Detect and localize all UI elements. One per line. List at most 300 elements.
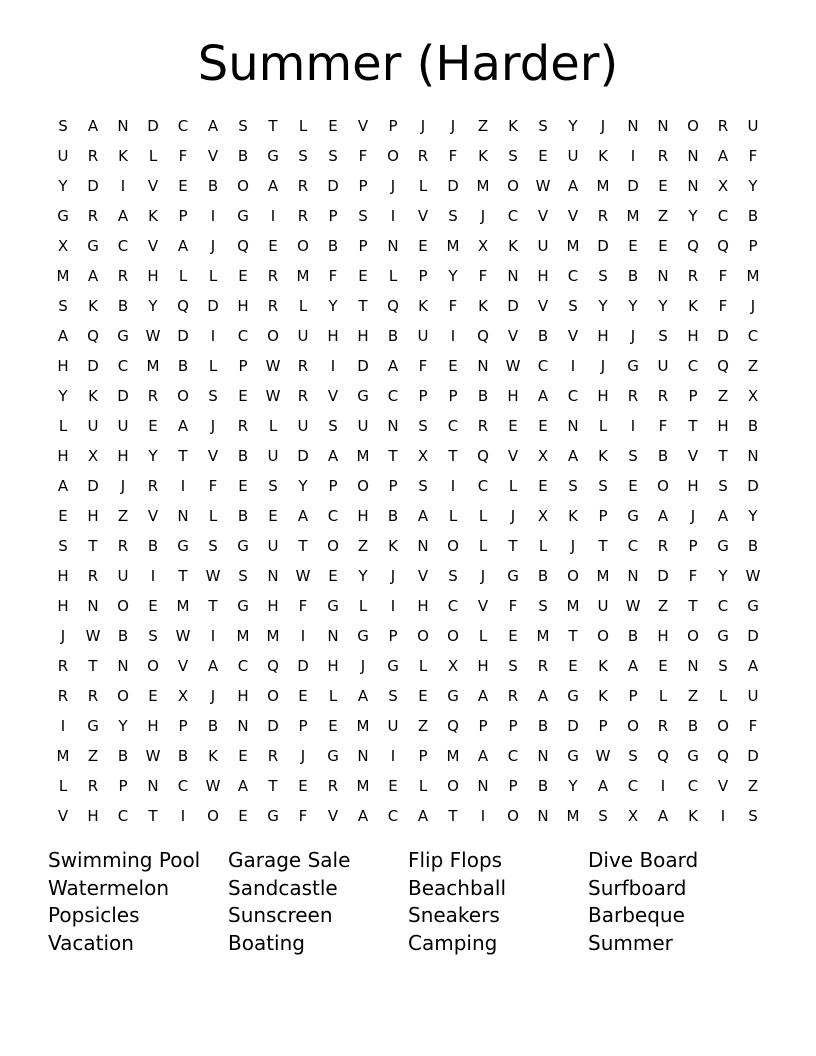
grid-letter: J <box>120 477 126 495</box>
grid-letter: E <box>658 177 668 195</box>
grid-letter: B <box>327 237 339 255</box>
grid-letter: D <box>567 717 579 735</box>
grid-letter: F <box>448 147 458 165</box>
grid-letter: N <box>477 777 489 795</box>
grid-letter: T <box>448 807 458 825</box>
grid-letter: R <box>267 747 279 765</box>
grid-letter: S <box>298 147 308 165</box>
grid-letter: R <box>687 267 699 285</box>
grid-letter: V <box>327 807 339 825</box>
grid-letter: W <box>535 177 551 195</box>
grid-letter: Z <box>687 687 699 705</box>
grid-letter: I <box>270 207 276 225</box>
grid-letter: P <box>598 717 608 735</box>
grid-letter: Y <box>358 567 368 585</box>
grid-letter: D <box>717 327 729 345</box>
grid-letter: R <box>477 417 489 435</box>
grid-letter: C <box>747 327 759 345</box>
grid-letter: H <box>687 477 699 495</box>
grid-letter: H <box>507 387 519 405</box>
grid-letter: O <box>597 627 609 645</box>
grid-letter: H <box>237 297 249 315</box>
grid-letter: T <box>88 537 98 555</box>
grid-letter: W <box>265 387 281 405</box>
grid-letter: G <box>267 807 279 825</box>
grid-letter: I <box>60 717 66 735</box>
grid-letter: V <box>717 777 729 795</box>
grid-letter: U <box>597 597 609 615</box>
grid-letter: N <box>687 657 699 675</box>
grid-letter: R <box>147 477 159 495</box>
grid-letter: I <box>390 597 396 615</box>
grid-letter: I <box>630 417 636 435</box>
grid-letter: J <box>480 207 486 225</box>
grid-letter: Y <box>328 297 338 315</box>
grid-letter: S <box>748 807 758 825</box>
grid-letter: S <box>238 567 248 585</box>
grid-letter: G <box>717 627 729 645</box>
grid-letter: D <box>657 567 669 585</box>
word-list-item: Camping <box>408 930 498 955</box>
grid-letter: B <box>387 507 399 525</box>
grid-letter: E <box>508 417 518 435</box>
grid-letter: W <box>145 327 161 345</box>
grid-letter: U <box>357 417 369 435</box>
grid-letter: O <box>117 687 129 705</box>
grid-letter: C <box>567 267 579 285</box>
grid-letter: V <box>57 807 69 825</box>
grid-letter: G <box>627 507 639 525</box>
grid-letter: R <box>297 207 309 225</box>
grid-letter: Q <box>717 747 729 765</box>
grid-letter: O <box>687 627 699 645</box>
grid-letter: C <box>117 807 129 825</box>
grid-letter: X <box>477 237 489 255</box>
grid-letter: E <box>448 357 458 375</box>
grid-letter: R <box>297 357 309 375</box>
grid-letter: C <box>327 507 339 525</box>
grid-letter: Z <box>747 357 759 375</box>
grid-letter: N <box>147 777 159 795</box>
grid-letter: R <box>57 657 69 675</box>
grid-letter: J <box>510 507 516 525</box>
grid-letter: U <box>567 147 579 165</box>
grid-letter: I <box>150 567 156 585</box>
grid-letter: C <box>177 117 189 135</box>
grid-letter: L <box>508 477 518 495</box>
grid-letter: T <box>718 447 728 465</box>
grid-letter: E <box>58 507 68 525</box>
grid-letter: O <box>267 327 279 345</box>
grid-letter: L <box>208 267 218 285</box>
grid-letter: H <box>687 327 699 345</box>
grid-letter: F <box>688 567 698 585</box>
grid-letter: S <box>538 117 548 135</box>
grid-letter: O <box>207 807 219 825</box>
grid-letter: D <box>447 177 459 195</box>
grid-letter: M <box>566 807 580 825</box>
grid-letter: K <box>478 147 488 165</box>
grid-letter: I <box>180 477 186 495</box>
grid-letter: B <box>387 327 399 345</box>
grid-letter: Q <box>267 657 279 675</box>
grid-letter: T <box>688 597 698 615</box>
grid-letter: D <box>87 357 99 375</box>
grid-letter: E <box>328 567 338 585</box>
grid-letter: G <box>357 627 369 645</box>
grid-letter: W <box>265 357 281 375</box>
grid-letter: A <box>267 177 279 195</box>
grid-letter: N <box>387 237 399 255</box>
grid-letter: W <box>175 627 191 645</box>
grid-letter: S <box>58 297 68 315</box>
grid-letter: T <box>178 567 188 585</box>
grid-letter: W <box>205 567 221 585</box>
grid-letter: V <box>417 207 429 225</box>
grid-letter: L <box>358 597 368 615</box>
grid-letter: L <box>478 537 488 555</box>
grid-letter: W <box>745 567 761 585</box>
grid-letter: S <box>208 387 218 405</box>
grid-letter: Z <box>717 387 729 405</box>
grid-letter: I <box>570 357 576 375</box>
grid-letter: A <box>117 207 129 225</box>
grid-letter: E <box>388 777 398 795</box>
grid-letter: F <box>658 417 668 435</box>
grid-letter: C <box>687 777 699 795</box>
grid-letter: S <box>598 807 608 825</box>
grid-letter: W <box>85 627 101 645</box>
grid-letter: T <box>88 657 98 675</box>
grid-letter: J <box>390 177 396 195</box>
grid-letter: D <box>357 357 369 375</box>
grid-letter: L <box>418 177 428 195</box>
grid-letter: C <box>717 597 729 615</box>
grid-letter: X <box>447 657 459 675</box>
grid-letter: G <box>387 657 399 675</box>
grid-letter: A <box>477 747 489 765</box>
grid-letter: F <box>208 477 218 495</box>
grid-letter: S <box>508 657 518 675</box>
grid-letter: K <box>418 297 428 315</box>
grid-letter: S <box>448 207 458 225</box>
grid-letter: B <box>627 267 639 285</box>
grid-letter: X <box>417 447 429 465</box>
grid-letter: L <box>418 657 428 675</box>
grid-letter: A <box>237 777 249 795</box>
grid-letter: H <box>327 327 339 345</box>
grid-letter: H <box>657 627 669 645</box>
grid-letter: D <box>207 297 219 315</box>
grid-letter: P <box>688 387 698 405</box>
grid-letter: T <box>508 537 518 555</box>
grid-letter: D <box>507 297 519 315</box>
grid-letter: A <box>597 777 609 795</box>
grid-letter: C <box>627 777 639 795</box>
grid-letter: M <box>146 357 160 375</box>
grid-letter: P <box>298 717 308 735</box>
grid-letter: D <box>627 177 639 195</box>
grid-letter: R <box>147 387 159 405</box>
grid-letter: G <box>177 537 189 555</box>
grid-letter: T <box>688 417 698 435</box>
grid-letter: V <box>567 327 579 345</box>
grid-letter: C <box>117 237 129 255</box>
grid-letter: Z <box>657 207 669 225</box>
grid-letter: W <box>595 747 611 765</box>
grid-letter: R <box>117 537 129 555</box>
grid-letter: J <box>360 657 366 675</box>
grid-letter: C <box>237 327 249 345</box>
grid-letter: M <box>566 237 580 255</box>
word-list-item: Surfboard <box>588 875 687 900</box>
grid-letter: M <box>356 777 370 795</box>
grid-letter: J <box>420 117 426 135</box>
grid-letter: S <box>328 417 338 435</box>
grid-letter: R <box>657 717 669 735</box>
grid-letter: K <box>148 207 158 225</box>
grid-letter: T <box>568 627 578 645</box>
grid-letter: L <box>298 297 308 315</box>
grid-letter: H <box>57 567 69 585</box>
grid-letter: L <box>478 627 488 645</box>
grid-letter: U <box>117 417 129 435</box>
grid-letter: N <box>237 717 249 735</box>
grid-letter: E <box>238 747 248 765</box>
grid-letter: V <box>327 387 339 405</box>
grid-letter: S <box>658 327 668 345</box>
grid-letter: Q <box>87 327 99 345</box>
grid-letter: U <box>747 687 759 705</box>
grid-letter: C <box>537 357 549 375</box>
grid-letter: G <box>687 747 699 765</box>
grid-letter: S <box>148 627 158 645</box>
grid-letter: G <box>627 357 639 375</box>
grid-letter: D <box>597 237 609 255</box>
grid-letter: B <box>207 177 219 195</box>
word-list-item: Barbeque <box>588 903 685 927</box>
grid-letter: E <box>238 477 248 495</box>
grid-letter: A <box>717 147 729 165</box>
grid-letter: G <box>87 717 99 735</box>
grid-letter: I <box>330 357 336 375</box>
grid-letter: W <box>295 567 311 585</box>
grid-letter: C <box>507 207 519 225</box>
grid-letter: O <box>687 117 699 135</box>
grid-letter: E <box>418 687 428 705</box>
grid-letter: M <box>296 267 310 285</box>
grid-letter: R <box>417 147 429 165</box>
grid-letter: R <box>87 777 99 795</box>
grid-letter: R <box>87 687 99 705</box>
grid-letter: H <box>87 807 99 825</box>
grid-letter: A <box>87 117 99 135</box>
grid-letter: H <box>417 597 429 615</box>
grid-letter: B <box>747 417 759 435</box>
grid-letter: H <box>717 417 729 435</box>
grid-letter: I <box>450 327 456 345</box>
grid-letter: U <box>417 327 429 345</box>
grid-letter: E <box>298 687 308 705</box>
grid-letter: X <box>537 507 549 525</box>
grid-letter: B <box>537 777 549 795</box>
grid-letter: J <box>570 537 576 555</box>
grid-letter: L <box>538 537 548 555</box>
grid-letter: G <box>567 687 579 705</box>
grid-letter: B <box>537 567 549 585</box>
grid-letter: A <box>207 117 219 135</box>
grid-letter: I <box>390 747 396 765</box>
grid-letter: P <box>238 357 248 375</box>
grid-letter: B <box>537 717 549 735</box>
grid-letter: M <box>236 627 250 645</box>
grid-letter: P <box>598 507 608 525</box>
grid-letter: L <box>418 777 428 795</box>
grid-letter: I <box>120 177 126 195</box>
grid-letter: S <box>58 537 68 555</box>
grid-letter: T <box>598 537 608 555</box>
grid-letter: X <box>57 237 69 255</box>
grid-letter: P <box>388 627 398 645</box>
grid-letter: C <box>117 357 129 375</box>
grid-letter: Z <box>117 507 129 525</box>
grid-letter: L <box>148 147 158 165</box>
grid-letter: Q <box>177 297 189 315</box>
word-list-item: Beachball <box>408 875 507 900</box>
grid-letter: R <box>267 267 279 285</box>
grid-letter: F <box>328 267 338 285</box>
grid-letter: D <box>327 177 339 195</box>
grid-letter: A <box>357 687 369 705</box>
grid-letter: X <box>537 447 549 465</box>
grid-letter: E <box>658 237 668 255</box>
grid-letter: R <box>717 117 729 135</box>
grid-letter: Q <box>477 447 489 465</box>
grid-letter: J <box>600 357 606 375</box>
grid-letter: F <box>178 147 188 165</box>
word-list-item: Flip Flops <box>408 848 503 872</box>
grid-letter: Y <box>148 297 158 315</box>
grid-letter: A <box>747 657 759 675</box>
grid-letter: S <box>58 117 68 135</box>
grid-letter: H <box>357 507 369 525</box>
grid-letter: Q <box>657 747 669 765</box>
grid-letter: E <box>298 777 308 795</box>
grid-letter: L <box>478 507 488 525</box>
grid-letter: M <box>626 207 640 225</box>
grid-letter: N <box>327 627 339 645</box>
letter-grid <box>48 111 768 831</box>
word-list-item: Sandcastle <box>228 875 338 900</box>
grid-letter: A <box>57 477 69 495</box>
grid-letter: D <box>297 657 309 675</box>
grid-letter: M <box>356 717 370 735</box>
grid-letter: L <box>208 507 218 525</box>
grid-letter: V <box>147 237 159 255</box>
grid-letter: W <box>505 357 521 375</box>
grid-letter: M <box>596 567 610 585</box>
grid-letter: A <box>327 447 339 465</box>
grid-letter: S <box>418 477 428 495</box>
grid-letter: E <box>628 237 638 255</box>
grid-letter: Y <box>58 387 68 405</box>
grid-letter: G <box>237 537 249 555</box>
grid-letter: Z <box>657 597 669 615</box>
grid-letter: X <box>87 447 99 465</box>
grid-letter: V <box>207 147 219 165</box>
grid-letter: J <box>210 417 216 435</box>
grid-letter: M <box>446 237 460 255</box>
grid-letter: E <box>628 477 638 495</box>
grid-letter: P <box>478 717 488 735</box>
grid-letter: X <box>177 687 189 705</box>
grid-letter: H <box>57 597 69 615</box>
grid-letter: T <box>148 807 158 825</box>
grid-letter: E <box>148 687 158 705</box>
grid-letter: N <box>387 417 399 435</box>
grid-letter: T <box>448 447 458 465</box>
grid-letter: B <box>237 147 249 165</box>
word-list-item: Swimming Pool <box>48 848 201 872</box>
grid-letter: E <box>538 477 548 495</box>
grid-letter: D <box>297 447 309 465</box>
grid-letter: M <box>566 597 580 615</box>
grid-letter: M <box>56 267 70 285</box>
grid-letter: L <box>718 687 728 705</box>
grid-letter: O <box>117 597 129 615</box>
grid-letter: V <box>207 447 219 465</box>
grid-letter: N <box>267 567 279 585</box>
grid-letter: Z <box>747 777 759 795</box>
grid-letter: R <box>597 207 609 225</box>
grid-letter: V <box>177 657 189 675</box>
grid-letter: G <box>267 147 279 165</box>
grid-letter: D <box>147 117 159 135</box>
grid-letter: K <box>478 297 488 315</box>
grid-letter: E <box>538 147 548 165</box>
grid-letter: H <box>57 357 69 375</box>
grid-letter: D <box>87 477 99 495</box>
grid-letter: O <box>177 387 189 405</box>
word-list-item: Vacation <box>48 930 134 955</box>
grid-letter: I <box>480 807 486 825</box>
grid-letter: H <box>147 717 159 735</box>
grid-letter: H <box>597 387 609 405</box>
grid-letter: E <box>328 117 338 135</box>
grid-letter: R <box>657 537 669 555</box>
grid-letter: F <box>448 297 458 315</box>
grid-letter: B <box>537 327 549 345</box>
grid-letter: M <box>476 177 490 195</box>
grid-letter: H <box>147 267 159 285</box>
grid-letter: K <box>88 297 98 315</box>
grid-letter: L <box>268 417 278 435</box>
grid-letter: J <box>600 117 606 135</box>
grid-letter: M <box>56 747 70 765</box>
grid-letter: B <box>747 537 759 555</box>
grid-letter: V <box>567 207 579 225</box>
grid-letter: L <box>178 267 188 285</box>
grid-letter: B <box>747 207 759 225</box>
grid-letter: B <box>687 717 699 735</box>
grid-letter: R <box>297 177 309 195</box>
grid-letter: V <box>417 567 429 585</box>
grid-letter: E <box>358 267 368 285</box>
grid-letter: V <box>507 447 519 465</box>
grid-letter: I <box>210 327 216 345</box>
grid-letter: R <box>537 657 549 675</box>
grid-letter: I <box>300 627 306 645</box>
